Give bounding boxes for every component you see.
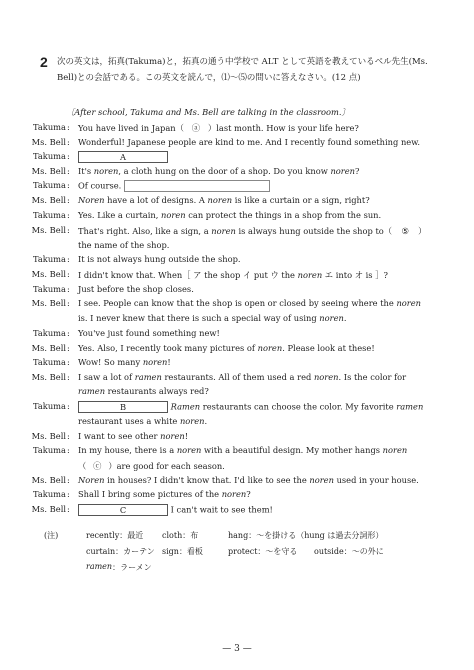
italic-word: noren bbox=[382, 445, 408, 455]
line-text: . Is the color for bbox=[338, 372, 407, 382]
dialogue-line: Takuma : Of course. bbox=[24, 180, 464, 193]
dialogue-line: Takuma : It is not always hung outside the shop. bbox=[24, 254, 464, 267]
line-text: （ bbox=[78, 461, 87, 471]
line-text: ）are good for each season. bbox=[108, 461, 225, 471]
italic-word: noren bbox=[161, 210, 186, 220]
italic-word: noren bbox=[179, 416, 205, 426]
note-sign: sign：看板 bbox=[162, 547, 203, 556]
notes-row-1 bbox=[44, 530, 464, 544]
line-text: restaurant uses a white bbox=[78, 416, 180, 426]
italic-word: noren bbox=[207, 195, 233, 205]
line-text: . Please look at these! bbox=[282, 343, 375, 353]
line-text: ）last month. How is your life here? bbox=[207, 123, 359, 133]
speaker-bell: Ms. Bell bbox=[31, 195, 66, 205]
note-ramen-def: ：ラーメン bbox=[112, 563, 152, 572]
speaker-takuma: Takuma bbox=[32, 254, 66, 264]
speaker-takuma: Takuma bbox=[32, 151, 66, 161]
line-text: restaurants can choose the color. My favorite bbox=[200, 401, 397, 412]
dialogue-line bbox=[24, 416, 464, 429]
speaker-bell: Ms. Bell bbox=[31, 225, 66, 235]
italic-word: noren bbox=[319, 313, 344, 323]
line-text: Shall I bring some pictures of the bbox=[78, 489, 222, 499]
line-text: . bbox=[204, 416, 208, 426]
answer-box-long bbox=[124, 180, 270, 192]
line-text: Yes. Like a curtain, bbox=[78, 210, 162, 220]
dialogue-line: Ms. Bell : I saw a lot of ramen restaurants. All of them used a red noren. Is the color for bbox=[24, 372, 464, 385]
speaker-bell: Ms. Bell bbox=[31, 504, 66, 514]
line-text: is like a curtain or a sign, right? bbox=[232, 195, 370, 205]
dialogue-line bbox=[24, 240, 464, 253]
dialogue-line: Takuma : Wow! So many noren! bbox=[24, 357, 464, 370]
speaker-bell: Ms. Bell bbox=[31, 431, 66, 441]
speaker-bell: Ms. Bell bbox=[31, 269, 66, 279]
dialogue-line: Ms. Bell : It's noren, a cloth hung on the door of a shop. Do you know noren? bbox=[24, 166, 464, 179]
scene-direction: 〔After school, Takuma and Ms. Bell are talking in the classroom.〕 bbox=[66, 107, 350, 117]
speaker-bell: Ms. Bell bbox=[31, 298, 66, 308]
italic-word: noren bbox=[93, 166, 119, 176]
italic-word: Noren bbox=[78, 195, 105, 205]
dialogue-line: Takuma : Just before the shop closes. bbox=[24, 284, 464, 297]
speaker-takuma: Takuma bbox=[32, 357, 66, 367]
line-text: Wow! So many bbox=[78, 357, 143, 367]
speaker-bell: Ms. Bell bbox=[31, 343, 66, 353]
note-outside: outside：～の外に bbox=[314, 547, 384, 556]
notes-label: (注) bbox=[44, 531, 59, 540]
line-text: I saw a lot of bbox=[78, 372, 135, 382]
dialogue-line: Ms. Bell : Noren in houses? I didn't know that. I'd like to see the noren used in your house. bbox=[24, 475, 464, 488]
speaker-takuma: Takuma bbox=[32, 328, 66, 338]
dialogue-line: Takuma : Yes. Like a curtain, noren can protect the things in a shop from the sun. bbox=[24, 210, 464, 223]
line-text: ） bbox=[418, 226, 427, 236]
dialogue-line: Ms. Bell : I didn't know that. When［ ア the shop イ put ウ the noren エ into オ is ］? bbox=[24, 269, 464, 282]
line-text: Wonderful! Japanese people are kind to me. And I recently found something new. bbox=[78, 137, 420, 147]
speaker-takuma: Takuma bbox=[32, 489, 66, 499]
note-ramen-word: ramen bbox=[86, 562, 113, 571]
line-text: is always hung outside the shop to（ bbox=[235, 226, 393, 236]
line-text: It's bbox=[78, 166, 94, 176]
italic-word: ramen bbox=[78, 386, 106, 396]
speaker-takuma: Takuma bbox=[32, 122, 66, 132]
italic-word: Noren bbox=[78, 475, 105, 485]
notes-row-2 bbox=[44, 546, 464, 560]
line-text: with a beautiful design. My mother hangs bbox=[201, 445, 383, 455]
line-text: the name of the shop. bbox=[78, 240, 170, 250]
line-text: have a lot of designs. A bbox=[104, 195, 208, 205]
speaker-takuma: Takuma bbox=[32, 210, 66, 220]
blank-c-paren: ⓒ bbox=[93, 461, 102, 471]
dialogue-line: Ms. Bell : Yes. Also, I recently took many pictures of noren. Please look at these! bbox=[24, 343, 464, 356]
line-text: I can't wait to see them! bbox=[170, 504, 273, 515]
italic-word: noren bbox=[211, 226, 236, 236]
speaker-bell: Ms. Bell bbox=[31, 137, 66, 147]
line-text: can protect the things in a shop from the sun. bbox=[185, 210, 382, 220]
dialogue-line: Takuma : You have lived in Japan（ ⓐ ）last month. How is your life here? bbox=[24, 122, 464, 135]
dialogue-line bbox=[24, 460, 464, 473]
italic-word: noren bbox=[221, 489, 247, 499]
line-text: I didn't know that. When［ ア the shop イ put ウ the bbox=[78, 270, 298, 280]
dialogue-line: Takuma : You've just found something new! bbox=[24, 328, 464, 341]
italic-word: noren bbox=[309, 475, 334, 485]
note-cloth: cloth：布 bbox=[162, 531, 199, 540]
blank-a-paren: ⓐ bbox=[191, 123, 201, 133]
dialogue-line: Takuma : A bbox=[24, 151, 464, 164]
italic-word: ramen bbox=[134, 372, 162, 382]
speaker-takuma: Takuma bbox=[32, 180, 66, 190]
intro-line-2: Bell)との会話である。この英文を読んで，⑴～⑸の問いに答えなさい。(12 点) bbox=[57, 73, 361, 83]
italic-word: noren bbox=[176, 445, 202, 455]
line-text: Of course. bbox=[78, 180, 122, 191]
answer-box-b: B bbox=[78, 401, 168, 413]
line-text: I see. People can know that the shop is open or closed by seeing where the bbox=[78, 298, 397, 308]
answer-box-a: A bbox=[78, 151, 168, 163]
line-text: ? bbox=[246, 489, 251, 499]
blank-5-number: ⑤ bbox=[401, 226, 409, 236]
line-text: Yes. Also, I recently took many pictures of bbox=[78, 343, 258, 353]
line-text: . bbox=[343, 313, 347, 323]
line-text: Just before the shop closes. bbox=[78, 284, 194, 294]
dialogue-line: Takuma : In my house, there is a noren with a beautiful design. My mother hangs noren bbox=[24, 445, 464, 458]
line-text: restaurants always red? bbox=[105, 386, 209, 396]
dialogue-line: Ms. Bell : C I can't wait to see them! bbox=[24, 504, 464, 517]
line-text: In my house, there is a bbox=[78, 445, 177, 455]
line-text: It is not always hung outside the shop. bbox=[78, 254, 241, 264]
dialogue-line bbox=[24, 386, 464, 399]
dialogue-line: Takuma : B Ramen restaurants can choose the color. My favorite ramen bbox=[24, 401, 464, 414]
line-text: ! bbox=[167, 357, 171, 367]
line-text: That's right. Also, like a sign, a bbox=[78, 226, 212, 236]
dialogue-line: Ms. Bell : Wonderful! Japanese people are kind to me. And I recently found something new. bbox=[24, 137, 464, 150]
answer-box-c: C bbox=[78, 504, 168, 516]
line-text: ? bbox=[355, 166, 360, 176]
line-text: You have lived in Japan（ bbox=[78, 123, 184, 133]
note-curtain: curtain：カーテン bbox=[86, 547, 155, 556]
italic-word: noren bbox=[160, 431, 185, 441]
speaker-takuma: Takuma bbox=[32, 284, 66, 294]
dialogue-line: Takuma : Shall I bring some pictures of the noren? bbox=[24, 489, 464, 502]
dialogue-line: Ms. Bell : Noren have a lot of designs. A noren is like a curtain or a sign, right? bbox=[24, 195, 464, 208]
line-text: エ into オ is ］? bbox=[322, 270, 388, 280]
italic-word: noren bbox=[142, 357, 168, 367]
question-number: 2 bbox=[40, 54, 48, 70]
italic-word: noren bbox=[396, 298, 422, 308]
page-number: — 3 — bbox=[222, 644, 252, 654]
line-text: I want to see other bbox=[78, 431, 161, 441]
speaker-bell: Ms. Bell bbox=[31, 475, 66, 485]
note-hang: hang：～を掛ける（hung は過去分詞形） bbox=[228, 531, 384, 540]
italic-word: noren bbox=[297, 270, 323, 280]
note-protect: protect：～を守る bbox=[228, 547, 298, 556]
speaker-bell: Ms. Bell bbox=[31, 372, 66, 382]
line-text: restaurants. All of them used a red bbox=[161, 372, 314, 382]
intro-line-1: 次の英文は，拓真(Takuma)と，拓真の通う中学校で ALT として英語を教えているベル先生(Ms. bbox=[57, 57, 428, 67]
line-text: used in your house. bbox=[333, 475, 419, 485]
italic-word: noren bbox=[330, 166, 355, 176]
dialogue-line: Ms. Bell : That's right. Also, like a sign, a noren is always hung outside the shop to（ ⑤ ） bbox=[24, 225, 464, 238]
italic-word: ramen bbox=[396, 401, 424, 412]
note-recently: recently：最近 bbox=[86, 531, 144, 540]
line-text: ! bbox=[184, 431, 189, 441]
line-text: You've just found something new! bbox=[78, 328, 220, 338]
italic-word: noren bbox=[313, 372, 339, 382]
italic-word: Ramen bbox=[170, 401, 201, 412]
dialogue-line bbox=[24, 313, 464, 326]
notes-row-3 bbox=[44, 562, 464, 576]
line-text: , a cloth hung on the door of a shop. Do you know bbox=[118, 166, 331, 176]
dialogue-line: Ms. Bell : I see. People can know that the shop is open or closed by seeing where the noren bbox=[24, 298, 464, 311]
line-text: is. I never knew that there is such a special way of using bbox=[78, 313, 320, 323]
speaker-takuma: Takuma bbox=[32, 445, 66, 455]
speaker-takuma: Takuma bbox=[32, 401, 66, 411]
italic-word: noren bbox=[257, 343, 283, 353]
dialogue-line: Ms. Bell : I want to see other noren! bbox=[24, 431, 464, 444]
speaker-bell: Ms. Bell bbox=[31, 166, 66, 176]
line-text: in houses? I didn't know that. I'd like to see the bbox=[104, 475, 310, 485]
